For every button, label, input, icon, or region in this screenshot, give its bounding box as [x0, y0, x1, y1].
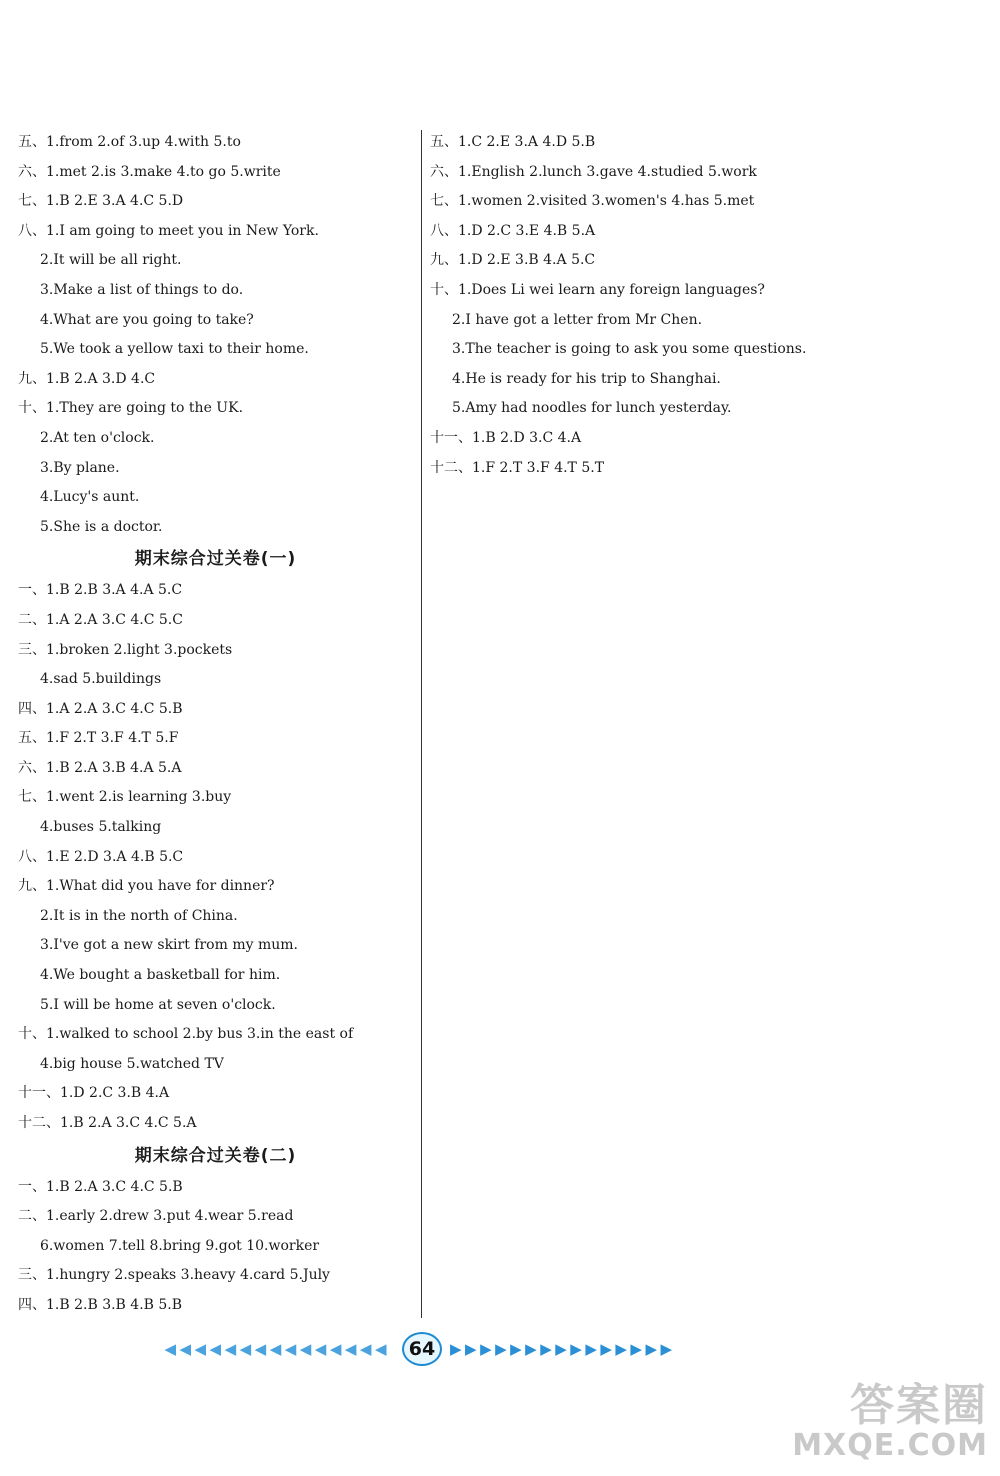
answer-line: 3.The teacher is going to ask you some questions. [452, 341, 807, 358]
answer-line: 九、1.B 2.A 3.D 4.C [18, 370, 156, 387]
answer-line: 2.At ten o'clock. [40, 429, 155, 446]
watermark [792, 1382, 988, 1462]
answer-line: 3.I've got a new skirt from my mum. [40, 937, 298, 954]
answer-line: 十一、1.B 2.D 3.C 4.A [430, 429, 582, 446]
answer-line: 4.What are you going to take? [40, 311, 254, 328]
answer-line: 3.By plane. [40, 459, 120, 476]
answer-line: 4.big house 5.watched TV [40, 1055, 224, 1072]
answer-line: 七、1.women 2.visited 3.women's 4.has 5.met [430, 193, 755, 210]
answer-line: 三、1.hungry 2.speaks 3.heavy 4.card 5.July [18, 1267, 330, 1284]
answer-line: 二、1.early 2.drew 3.put 4.wear 5.read [18, 1208, 294, 1225]
answer-line: 一、1.B 2.B 3.A 4.A 5.C [18, 582, 183, 599]
answer-line: 十二、1.B 2.A 3.C 4.C 5.A [18, 1115, 197, 1131]
answer-line: 十一、1.D 2.C 3.B 4.A [18, 1085, 170, 1102]
answer-line: 六、1.B 2.A 3.B 4.A 5.A [18, 759, 182, 776]
answer-line: 4.Lucy's aunt. [40, 489, 140, 506]
page-footer [100, 1332, 740, 1366]
answer-line: 2.It is in the north of China. [40, 907, 238, 924]
left-arrows-decoration: ◀◀◀◀◀◀◀◀◀◀◀◀◀◀◀ [164, 1340, 390, 1358]
answer-line: 七、1.went 2.is learning 3.buy [18, 789, 232, 806]
answer-line: 6.women 7.tell 8.bring 9.got 10.worker [40, 1237, 320, 1254]
answer-line: 3.Make a list of things to do. [40, 281, 244, 298]
answer-line: 八、1.I am going to meet you in New York. [18, 222, 319, 239]
answer-line: 2.It will be all right. [40, 252, 182, 269]
answer-line: 四、1.B 2.B 3.B 4.B 5.B [18, 1296, 183, 1313]
answer-line: 五、1.from 2.of 3.up 4.with 5.to [18, 134, 241, 150]
answer-line: 四、1.A 2.A 3.C 4.C 5.B [18, 700, 183, 717]
answer-line: 五、1.F 2.T 3.F 4.T 5.F [18, 730, 179, 747]
answer-line: 七、1.B 2.E 3.A 4.C 5.D [18, 193, 184, 210]
answer-line: 十、1.Does Li wei learn any foreign languages? [430, 281, 765, 298]
watermark-site-text: MXQE.COM [792, 1428, 988, 1463]
answer-line: 九、1.What did you have for dinner? [18, 878, 275, 895]
right-arrows-decoration: ▶▶▶▶▶▶▶▶▶▶▶▶▶▶▶ [450, 1340, 676, 1358]
answer-line: 三、1.broken 2.light 3.pockets [18, 641, 233, 658]
answer-line: 八、1.D 2.C 3.E 4.B 5.A [430, 222, 596, 239]
answer-line: 4.buses 5.talking [40, 819, 162, 836]
answer-line: 4.sad 5.buildings [40, 671, 162, 688]
left-column [18, 128, 413, 1321]
answer-line: 八、1.E 2.D 3.A 4.B 5.C [18, 848, 184, 865]
page-number: 64 [402, 1332, 442, 1366]
answer-line: 一、1.B 2.A 3.C 4.C 5.B [18, 1178, 183, 1195]
answer-line: 5.We took a yellow taxi to their home. [40, 341, 309, 358]
answer-line: 2.I have got a letter from Mr Chen. [452, 311, 703, 328]
answer-line: 5.I will be home at seven o'clock. [40, 996, 276, 1013]
answer-line: 4.We bought a basketball for him. [40, 967, 281, 984]
right-column [430, 128, 990, 483]
answer-line: 二、1.A 2.A 3.C 4.C 5.C [18, 611, 183, 628]
section-title: 期末综合过关卷(二) [134, 1145, 297, 1166]
answer-line: 5.She is a doctor. [40, 518, 163, 535]
answer-line: 六、1.met 2.is 3.make 4.to go 5.write [18, 163, 281, 180]
answer-line: 十、1.walked to school 2.by bus 3.in the east of [18, 1026, 354, 1043]
answer-line: 4.He is ready for his trip to Shanghai. [452, 370, 721, 387]
answer-line: 十、1.They are going to the UK. [18, 400, 244, 417]
answer-line: 5.Amy had noodles for lunch yesterday. [452, 400, 732, 417]
answer-line: 六、1.English 2.lunch 3.gave 4.studied 5.work [430, 163, 757, 180]
watermark-logo-text: 答案圈 [850, 1380, 988, 1431]
answer-line: 十二、1.F 2.T 3.F 4.T 5.T [430, 459, 605, 476]
answer-line: 五、1.C 2.E 3.A 4.D 5.B [430, 134, 596, 150]
answer-line: 九、1.D 2.E 3.B 4.A 5.C [430, 252, 596, 269]
section-title: 期末综合过关卷(一) [134, 549, 297, 570]
column-divider [421, 130, 422, 1318]
